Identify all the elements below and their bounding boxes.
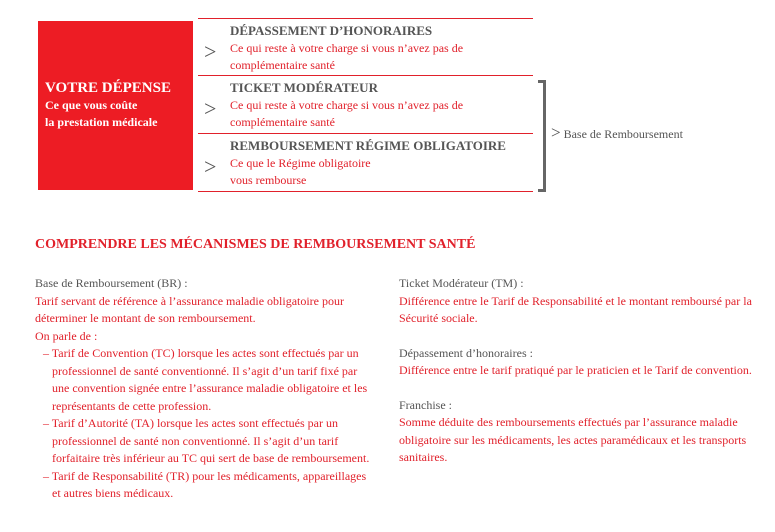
row-depassement [198, 18, 533, 76]
row-desc: Ce qui reste à votre charge si vous n’avez pas de complémentaire santé [230, 41, 464, 72]
row-desc: Ce que le Régime obligatoire vous rembourse [230, 156, 371, 187]
definition: Tarif servant de référence à l’assurance maladie obligatoire pour déterminer le montant de son remboursement. [35, 293, 344, 325]
term: Franchise : [399, 397, 452, 412]
right-column [399, 275, 759, 467]
list-item: – Tarif de Responsabilité (TR) pour les médicaments, appareillages et autres biens médicaux. [43, 468, 367, 500]
section-title: COMPRENDRE LES MÉCANISMES DE REMBOURSEMENT SANTÉ [35, 237, 476, 252]
row-heading: DÉPASSEMENT D’HONORAIRES [230, 23, 433, 38]
row-heading: REMBOURSEMENT RÉGIME OBLIGATOIRE [230, 138, 506, 153]
arrow-icon: > [551, 123, 561, 142]
arrow-icon: > [204, 154, 217, 179]
row-remboursement [198, 133, 533, 192]
box-line2: la prestation médicale [45, 115, 158, 129]
divider [198, 191, 533, 192]
list-item: – Tarif de Convention (TC) lorsque les actes sont effectués par un professionnel de santé conventionné. Il s’agit d’un tarif fixé par une convention signée entre l’assurance maladie obligatoire et les représentants de cette profession. [43, 346, 368, 413]
definition: Différence entre le tarif pratiqué par le praticien et le Tarif de convention. [399, 363, 752, 377]
term: Dépassement d’honoraires : [399, 345, 533, 360]
term: Base de Remboursement (BR) : [35, 276, 188, 290]
box-title: VOTRE DÉPENSE [45, 80, 171, 96]
definition: Somme déduite des remboursements effectués par l’assurance maladie obligatoire sur les médicaments, les actes paramédicaux et les transports sanitaires. [399, 415, 747, 464]
bracket-label: > Base de Remboursement [551, 123, 683, 142]
row-ticket [198, 75, 533, 134]
row-heading: TICKET MODÉRATEUR [230, 80, 378, 95]
row-desc: Ce qui reste à votre charge si vous n’avez pas de complémentaire santé [230, 98, 464, 129]
votre-depense-box [38, 21, 193, 190]
left-column [35, 275, 375, 503]
arrow-icon: > [204, 39, 217, 64]
term: Ticket Modérateur (TM) : [399, 276, 524, 290]
intro: On parle de : [35, 328, 98, 343]
arrow-icon: > [204, 96, 217, 121]
definition: Différence entre le Tarif de Responsabilité et le montant remboursé par la Sécurité sociale. [399, 293, 752, 325]
box-line1: Ce que vous coûte [45, 98, 138, 112]
bracket-icon [538, 80, 546, 192]
list-item: – Tarif d’Autorité (TA) lorsque les actes sont effectués par un professionnel de santé non conventionné. Il s’agit d’un tarif forfaitaire très inférieur au TC qui sert de base de remboursement. [43, 416, 370, 465]
